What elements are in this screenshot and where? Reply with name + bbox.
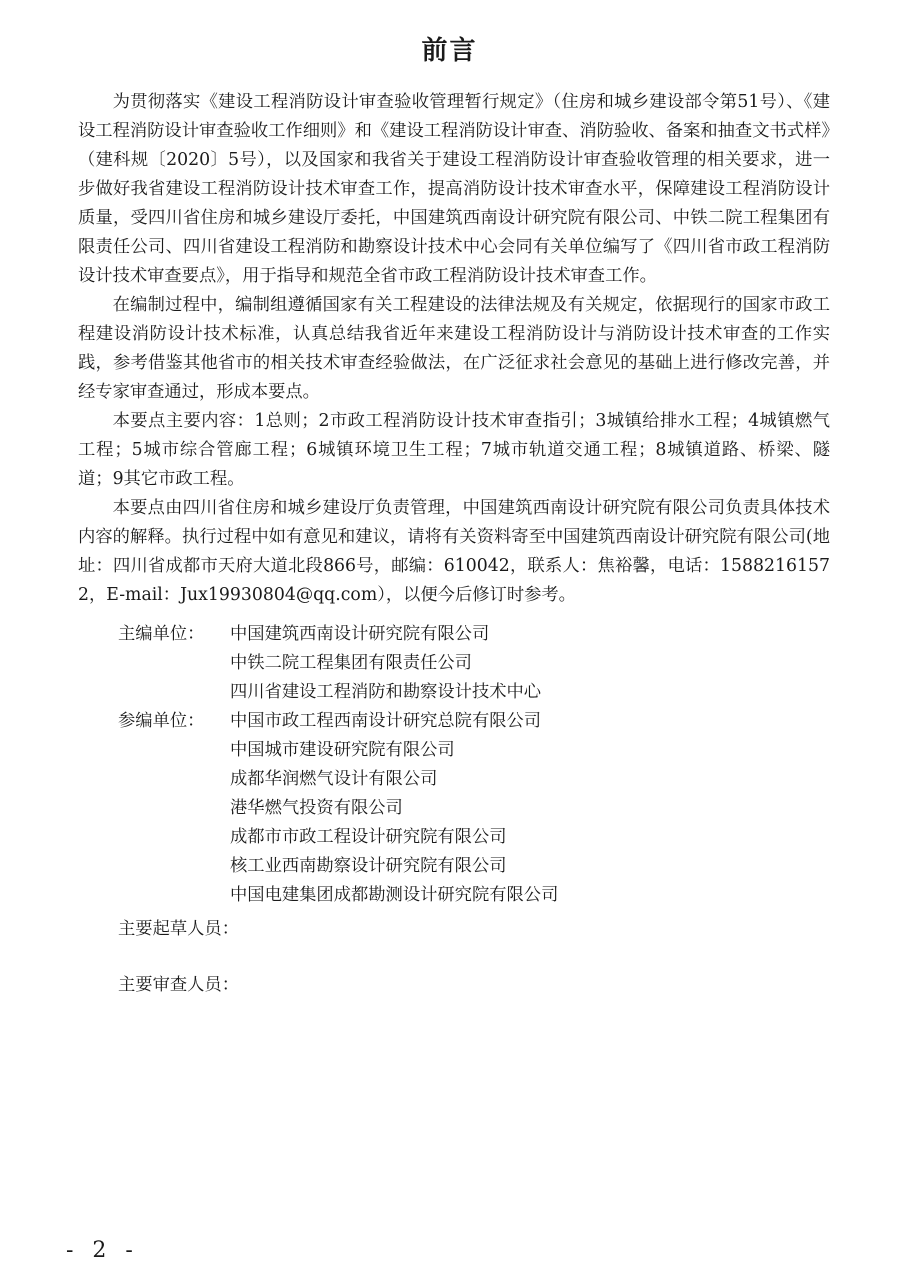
- co-editor-unit: 成都市市政工程设计研究院有限公司: [230, 827, 507, 847]
- chief-editor-row: [118, 620, 818, 649]
- chief-editor-row: [118, 678, 818, 707]
- co-editor-unit: 成都华润燃气设计有限公司: [230, 769, 438, 789]
- co-editor-unit: 核工业西南勘察设计研究院有限公司: [230, 856, 507, 876]
- co-editor-unit: 中国市政工程西南设计研究总院有限公司: [230, 711, 542, 731]
- chief-editor-unit: 中国建筑西南设计研究院有限公司: [230, 624, 490, 644]
- co-editor-label: 参编单位：: [118, 711, 205, 731]
- editing-units: [118, 620, 818, 910]
- drafters-label: 主要起草人员：: [118, 919, 239, 939]
- co-editor-row: [118, 765, 818, 794]
- paragraph-management: 本要点由四川省住房和城乡建设厅负责管理，中国建筑西南设计研究院有限公司负责具体技术内容的解释。执行过程中如有意见和建议，请将有关资料寄至中国建筑西南设计研究院有限公司(地址：四川省成都市天府大道北段866号，邮编：610042，联系人：焦裕馨，电话：15882161572，E-mail：Jux19930804@qq.com），以便今后修订时参考。: [78, 498, 830, 605]
- paragraph-purpose: 为贯彻落实《建设工程消防设计审查验收管理暂行规定》（住房和城乡建设部令第51号）、《建设工程消防设计审查验收工作细则》和《建设工程消防设计审查、消防验收、备案和抽查文书式样》（建科规〔2020〕5号），以及国家和我省关于建设工程消防设计审查验收管理的相关要求，进一步做好我省建设工程消防设计技术审查工作，提高消防设计技术审查水平，保障建设工程消防设计质量，受四川省住房和城乡建设厅委托，中国建筑西南设计研究院有限公司、中铁二院工程集团有限责任公司、四川省建设工程消防和勘察设计技术中心会同有关单位编写了《四川省市政工程消防设计技术审查要点》，用于指导和规范全省市政工程消防设计技术审查工作。: [78, 92, 830, 286]
- co-editor-unit: 中国电建集团成都勘测设计研究院有限公司: [230, 885, 559, 905]
- co-editor-row: [118, 736, 818, 765]
- preface-body: [78, 88, 830, 610]
- page-title: 前言: [421, 36, 478, 66]
- chief-editor-label: 主编单位：: [118, 624, 205, 644]
- page-number: - 2 -: [66, 1238, 139, 1263]
- co-editor-row: [118, 881, 818, 910]
- co-editor-row: [118, 852, 818, 881]
- chief-editor-unit: 四川省建设工程消防和勘察设计技术中心: [230, 682, 542, 702]
- co-editor-unit: 港华燃气投资有限公司: [230, 798, 403, 818]
- co-editor-unit: 中国城市建设研究院有限公司: [230, 740, 455, 760]
- co-editor-row: [118, 823, 818, 852]
- chief-editor-row: [118, 649, 818, 678]
- co-editor-row: [118, 707, 818, 736]
- co-editor-row: [118, 794, 818, 823]
- paragraph-process: 在编制过程中，编制组遵循国家有关工程建设的法律法规及有关规定，依据现行的国家市政工程建设消防设计技术标准，认真总结我省近年来建设工程消防设计与消防设计技术审查的工作实践，参考借鉴其他省市的相关技术审查经验做法，在广泛征求社会意见的基础上进行修改完善，并经专家审查通过，形成本要点。: [78, 295, 830, 402]
- chief-editor-unit: 中铁二院工程集团有限责任公司: [230, 653, 472, 673]
- reviewers-label: 主要审查人员：: [118, 975, 239, 995]
- paragraph-contents: 本要点主要内容：1总则；2市政工程消防设计技术审查指引；3城镇给排水工程；4城镇燃气工程；5城市综合管廊工程；6城镇环境卫生工程；7城市轨道交通工程；8城镇道路、桥梁、隧道；9其它市政工程。: [78, 411, 830, 489]
